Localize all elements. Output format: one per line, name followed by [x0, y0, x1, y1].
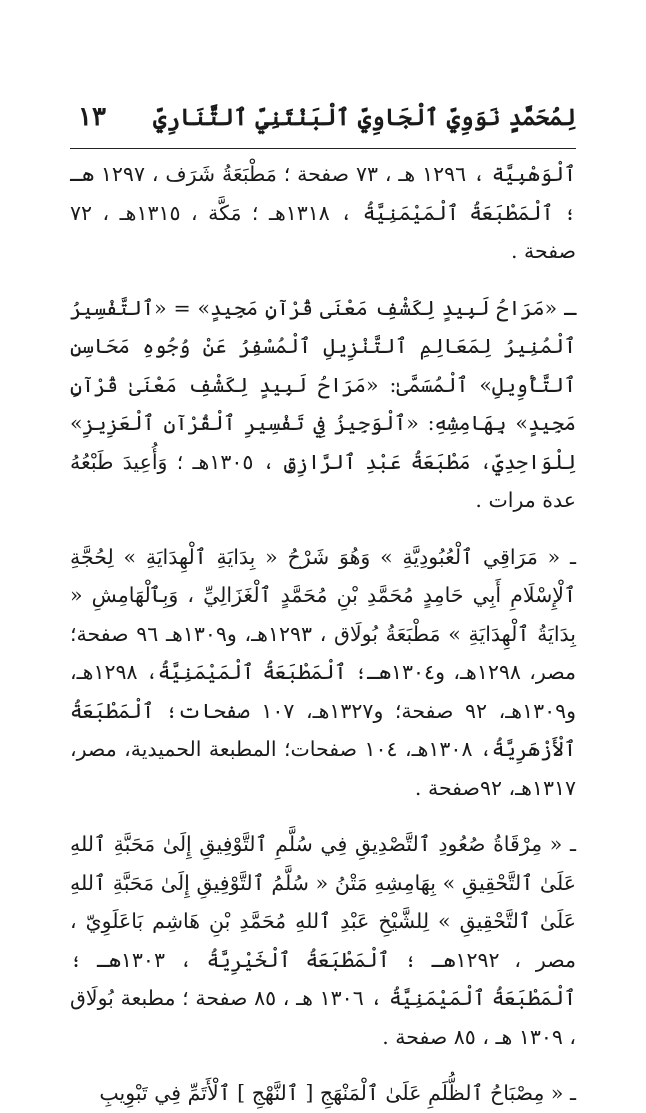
header-rule — [70, 148, 576, 149]
entry-misbah-al-zulam: ـ « مِصْبَاحُ ٱلظُّلَمِ عَلَىٰ ٱلْمَنْهَجِ [ ٱلنَّهْجِ ] ٱلْأَتَمِّ فِي تَبْوِيبِ — [99, 1081, 576, 1105]
page-number: ١٣ — [78, 102, 106, 132]
entry-maraqi-al-ubudiyya: ـ « مَرَاقِي ٱلْعُبُودِيَّةِ » وَهُوَ شَرْحُ « بِدَايَةِ ٱلْهِدَايَةِ » لِحُجَّةِ ٱلْإِسْلَامِ أَبِي حَامِدٍ مُحَمَّدِ بْنِ مُحَمَّدٍ ٱلْغَزَالِيِّ ، وَبِٱلْهَامِشِ « بِدَايَةُ ٱلْهِدَايَةِ » مَطْبَعَةُ بُولَاق ، ١٢٩٣هـ، و١٣٠٩هـ ٩٦ صفحة؛ مصر، ١٢٩٨هـ، و١٣٠٤هـ؛ ٱلْمَطْبَعَةُ ٱلْمَيْمَنِيَّةُ، ١٢٩٨هـ، و١٣٠٩هـ، ٩٢ صفحة؛ و١٣٢٧هـ، ١٠٧ صفحات؛ ٱلْمَطْبَعَةُ ٱلْأَزْهَرِيَّةُ، ١٣٠٨هـ، ١٠٤ صفحات؛ المطبعة الحميدية، مصر، ١٣١٧هـ، ٩٢صفحة . — [70, 544, 577, 800]
page-header — [70, 100, 576, 144]
entry-continuation: ٱلْوَهْبِيَّة ، ١٢٩٦ هـ ، ٧٣ صفحة ؛ مَطْبَعَةُ شَرَف ، ١٢٩٧ هـ ؛ ٱلْمَطْبَعَةُ ٱلْمَيْمَنِيَّةُ ، ١٣١٨هـ ؛ مَكَّة ، ١٣١٥هـ ، ٧٢ صفحة . — [70, 162, 577, 263]
entry-mirqat-suud: ـ « مِرْقَاةُ صُعُودِ ٱلتَّصْدِيقِ فِي سُلَّمِ ٱلتَّوْفِيقِ إِلَىٰ مَحَبَّةِ ٱللهِ عَلَىٰ ٱلتَّحْقِيقِ » بِهَامِشِهِ مَتْنُ « سُلَّمُ ٱلتَّوْفِيقِ إِلَىٰ مَحَبَّةِ ٱللهِ عَلَىٰ ٱلتَّحْقِيقِ » لِلشَّيْخِ عَبْدِ ٱللهِ مُحَمَّدِ بْنِ هَاشِم بَاعَلَوِيّ ، مصر ، ١٢٩٢هـ ؛ ٱلْمَطْبَعَةُ ٱلْخَيْرِيَّةُ ، ١٣٠٣هـ ؛ ٱلْمَطْبَعَةُ ٱلْمَيْمَنِيَّةُ ، ١٣٠٦ هـ ، ٨٥ صفحة ؛ مطبعة بُولَاق ، ١٣٠٩ هـ ، ٨٥ صفحة . — [70, 832, 576, 1049]
entry-marah-labid: ـ «مَرَاحُ لَبِيدٍ لِكَشْفِ مَعْنَى قُرْآنٍ مَجِيدٍ» = «ٱلتَّفْسِيرُ ٱلْمُنِيرُ لِمَعَالِمِ ٱلتَّنْزِيلِ ٱلْمُسْفِرُ عَنْ وُجُوهِ مَحَاسِنِ ٱلتَّأْوِيلِ» ٱلْمُسَمَّىٰ: «مَرَاحُ لَبِيدٍ لِكَشْفِ مَعْنَىٰ قُرْآنٍ مَجِيدٍ» بِهَامِشِهِ: «ٱلْوَجِيزُ فِي تَفْسِيرِ ٱلْقُرْآنِ ٱلْعَزِيزِ» لِلْوَاحِدِيِّ، مَطْبَعَةُ عَبْدِ ٱلرَّازِقِ ، ١٣٠٥هـ ؛ وَأُعِيدَ طَبْعُهُ عدة مرات . — [70, 295, 576, 512]
book-page — [70, 100, 576, 1113]
running-title: لِمُحَمَّدٍ نَوَوِيِّ ٱلْجَاوِيِّ ٱلْبَنْتَنِيِّ ٱلتَّنَارِيِّ — [153, 104, 576, 131]
page-body — [70, 155, 576, 1113]
